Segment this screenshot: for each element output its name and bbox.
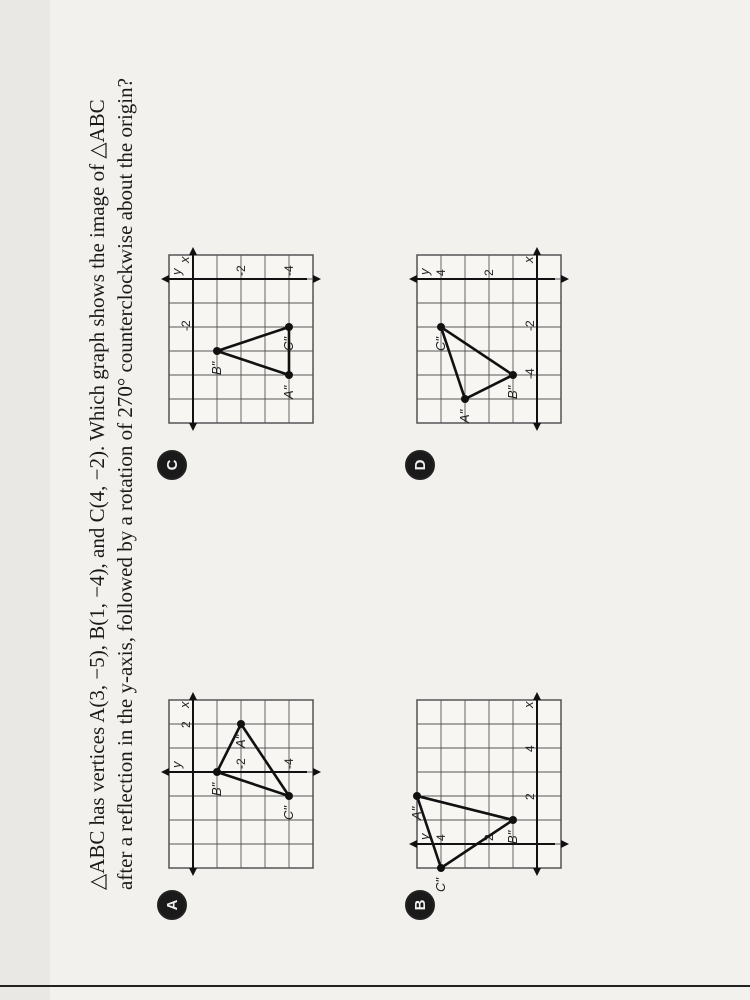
vertex-point xyxy=(285,323,293,331)
choice-b-graph xyxy=(405,680,615,892)
vertex-label: C" xyxy=(281,805,296,820)
vertex-label: B" xyxy=(505,830,520,844)
x-axis-label: x xyxy=(177,701,192,708)
choice-a-marker[interactable] xyxy=(157,890,187,920)
vertex-label: C" xyxy=(281,336,296,351)
vertex-label: C" xyxy=(433,336,448,351)
question-line-1: △ABC has vertices A(3, −5), B(1, −4), and C(4, −2). Which graph shows the image of △ABC xyxy=(85,99,109,890)
coordinate-grid xyxy=(157,688,325,880)
choice-b-letter: B xyxy=(411,899,429,911)
choice-d-graph xyxy=(405,235,615,435)
vertex-point xyxy=(509,816,517,824)
y-axis-label: y xyxy=(169,761,184,768)
choice-d-letter: D xyxy=(411,459,429,471)
tick-label: 2 xyxy=(523,793,537,800)
tick-label: 4 xyxy=(523,745,537,752)
y-axis-label: y xyxy=(417,833,432,840)
choice-c-graph xyxy=(157,235,367,435)
vertex-label: C" xyxy=(433,877,448,892)
y-axis-label: y xyxy=(169,268,184,275)
vertex-point xyxy=(413,792,421,800)
tick-label: -4 xyxy=(523,368,537,379)
tick-label: -2 xyxy=(234,265,248,276)
x-axis-label: x xyxy=(177,256,192,263)
tick-label: -4 xyxy=(282,758,296,769)
x-axis-label: x xyxy=(521,256,536,263)
vertex-point xyxy=(437,323,445,331)
choice-d-marker[interactable] xyxy=(405,450,435,480)
choice-a-graph xyxy=(157,680,367,880)
vertex-point xyxy=(509,371,517,379)
tick-label: -2 xyxy=(234,758,248,769)
vertex-label: B" xyxy=(209,782,224,796)
coordinate-grid xyxy=(405,243,573,435)
vertex-point xyxy=(237,720,245,728)
tick-label: 2 xyxy=(482,834,496,841)
tick-label: 2 xyxy=(482,269,496,276)
choice-b-marker[interactable] xyxy=(405,890,435,920)
x-axis-label: x xyxy=(521,701,536,708)
coordinate-grid xyxy=(405,688,573,892)
vertex-label: A" xyxy=(281,385,296,399)
tick-label: 4 xyxy=(434,834,448,841)
rotated-content xyxy=(75,40,705,920)
bottom-rule xyxy=(0,985,750,987)
choice-a-letter: A xyxy=(163,899,181,911)
choice-c-letter: C xyxy=(163,459,181,471)
y-axis-label: y xyxy=(417,268,432,275)
vertex-label: A" xyxy=(457,409,472,423)
vertex-label: B" xyxy=(209,361,224,375)
question-line-2: after a reflection in the y-axis, followed by a rotation of 270° counterclockwise about the origin? xyxy=(113,78,137,890)
choice-c-marker[interactable] xyxy=(157,450,187,480)
tick-label: -4 xyxy=(282,265,296,276)
tick-label: 4 xyxy=(434,269,448,276)
vertex-point xyxy=(213,768,221,776)
vertex-label: A" xyxy=(409,806,424,820)
vertex-label: B" xyxy=(505,385,520,399)
vertex-point xyxy=(461,395,469,403)
tick-label: -2 xyxy=(523,320,537,331)
vertex-point xyxy=(213,347,221,355)
tick-label: -2 xyxy=(179,320,193,331)
vertex-point xyxy=(285,792,293,800)
tick-label: 2 xyxy=(179,721,193,728)
vertex-point xyxy=(285,371,293,379)
vertex-label: A" xyxy=(233,734,248,748)
coordinate-grid xyxy=(157,243,325,435)
vertex-point xyxy=(437,864,445,872)
